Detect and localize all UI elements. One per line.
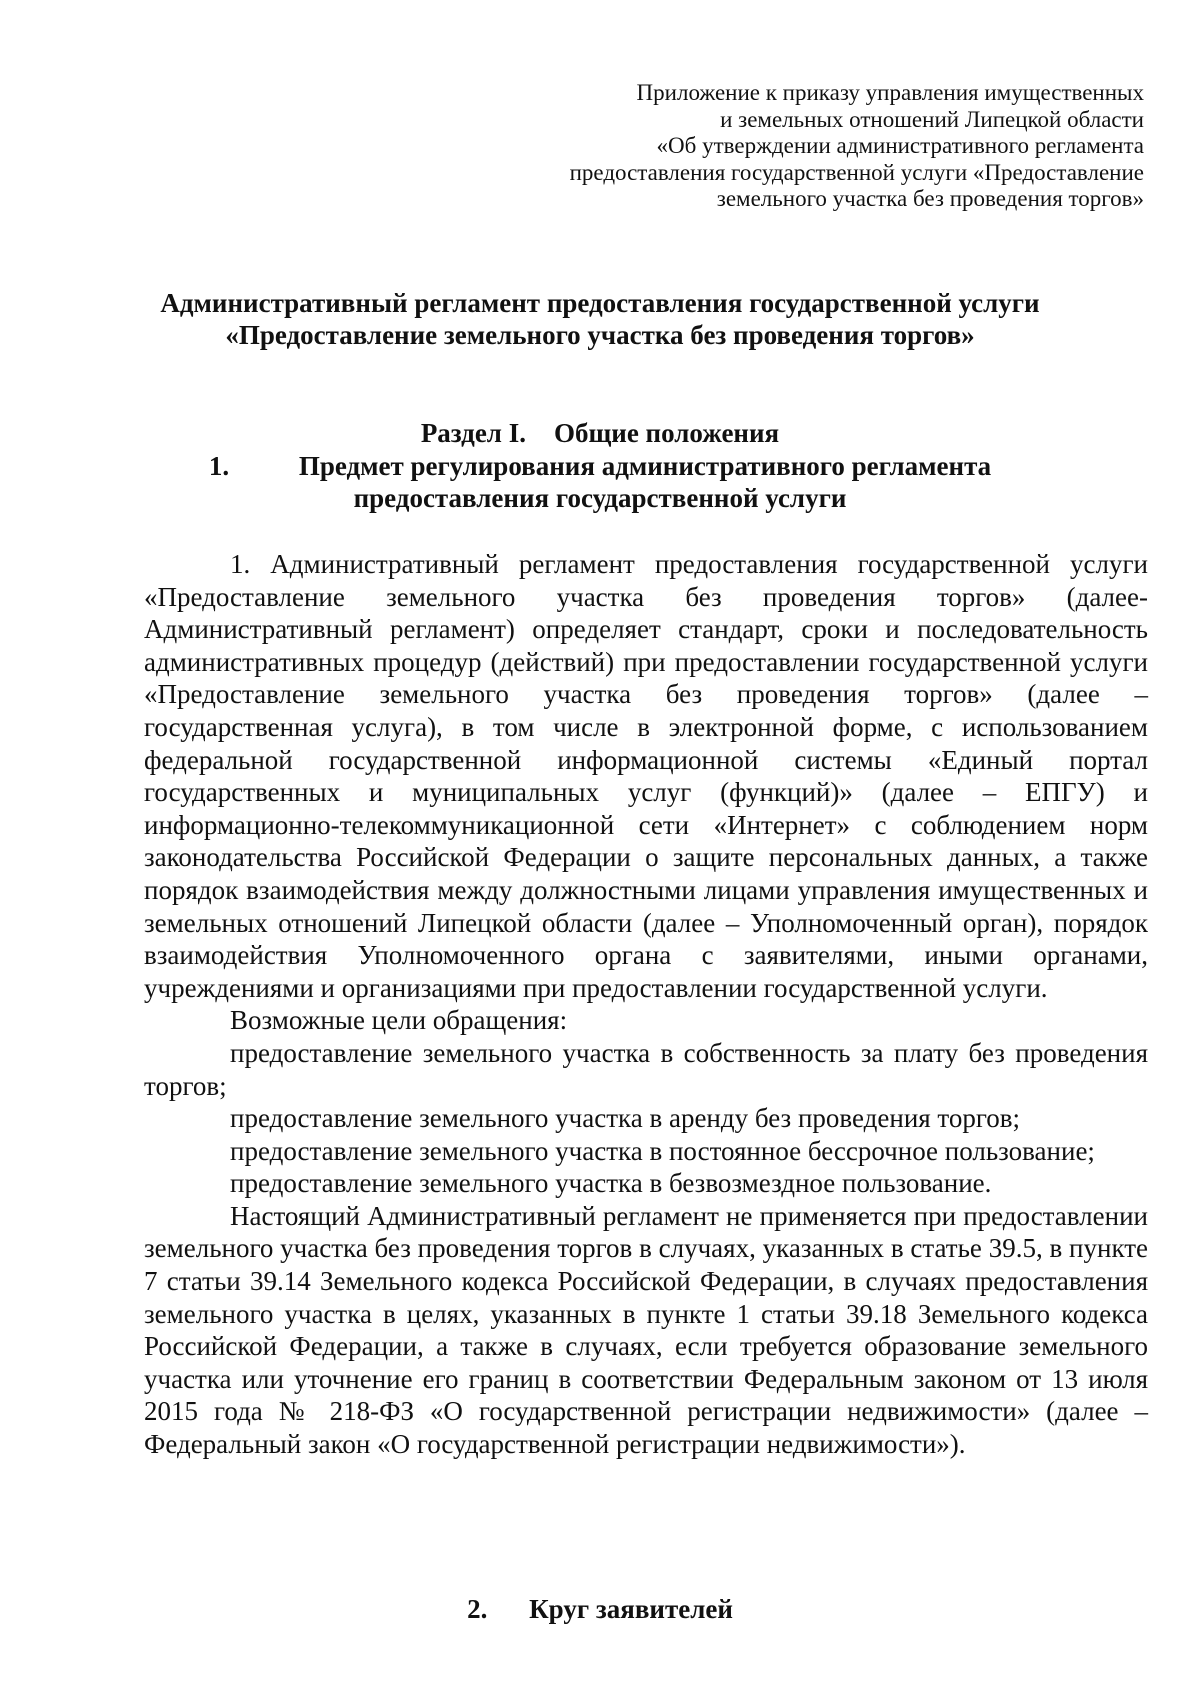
subsection-1-title-line-1: Предмет регулирования административного регламента [298,451,992,481]
paragraph: предоставление земельного участка в постоянное бессрочное пользование; [230,1135,1095,1166]
appendix-line: Приложение к приказу управления имущественных [636,80,1144,105]
paragraph: Возможные цели обращения: [230,1005,568,1036]
appendix-line: «Об утверждении административного регламента [656,133,1144,158]
subsection-2-heading [100,1593,1100,1625]
paragraph: предоставление земельного участка в безвозмездное пользование. [230,1168,992,1199]
subsection-1-title-line-2: предоставления государственной услуги [353,483,847,513]
section-heading [100,417,1100,449]
appendix-note [424,80,1144,213]
document-title-line: Административный регламент предоставления государственной услуги [160,288,1040,318]
section-name: Общие положения [553,418,780,448]
subsection-2-title: Круг заявителей [529,1594,733,1624]
appendix-line: земельного участка без проведения торгов» [716,186,1144,211]
paragraph: предоставление земельного участка в аренду без проведения торгов; [230,1103,1021,1134]
body-text [144,548,1148,1461]
subsection-1-heading [100,450,1100,482]
paragraph: предоставление земельного участка в собственность за плату без проведения торгов; [144,1037,1148,1101]
document-title-line: «Предоставление земельного участка без проведения торгов» [225,320,975,350]
paragraph: Настоящий Административный регламент не применяется при предоставлении земельного участка без проведения торгов в случаях, указанных в статье 39.5, в пункте 7 статьи 39.14 Земельного кодекса Российской Федерации, в случаях предоставления земельного участка в целях, указанных в пункте 1 статьи 39.18 Земельного кодекса Российской Федерации, а также в случаях, если требуется образование земельного участка или уточнение его границ в соответствии Федеральным законом от 13 июля 2015 года № 218-ФЗ «О государственной регистрации недвижимости» (далее – Федеральный закон «О государственной регистрации недвижимости»). [144,1200,1148,1460]
appendix-line: и земельных отношений Липецкой области [720,106,1144,132]
subsection-1-heading-continuation [100,482,1100,514]
document-title [100,287,1100,351]
appendix-line: предоставления государственной услуги «Предоставление [569,159,1144,185]
paragraph: 1. Административный регламент предоставления государственной услуги «Предоставление земельного участка без проведения торгов» (далее-Административный регламент) определяет стандарт, сроки и последовательность административных процедур (действий) при предоставлении государственной услуги «Предоставление земельного участка без проведения торгов» (далее – государственная услуга), в том числе в электронной форме, с использованием федеральной государственной информационной системы «Единый портал государственных и муниципальных услуг (функций)» (далее – ЕПГУ) и информационно-телекоммуникационной сети «Интернет» с соблюдением норм законодательства Российской Федерации о защите персональных данных, а также порядок взаимодействия между должностными лицами управления имущественных и земельных отношений Липецкой области (далее – Уполномоченный орган), порядок взаимодействия Уполномоченного органа с заявителями, иными органами, учреждениями и организациями при предоставлении государственной услуги. [144,549,1148,1003]
subsection-2-number: 2. [467,1594,488,1624]
subsection-1-number: 1. [208,451,230,481]
section-label: Раздел I. [420,418,526,448]
